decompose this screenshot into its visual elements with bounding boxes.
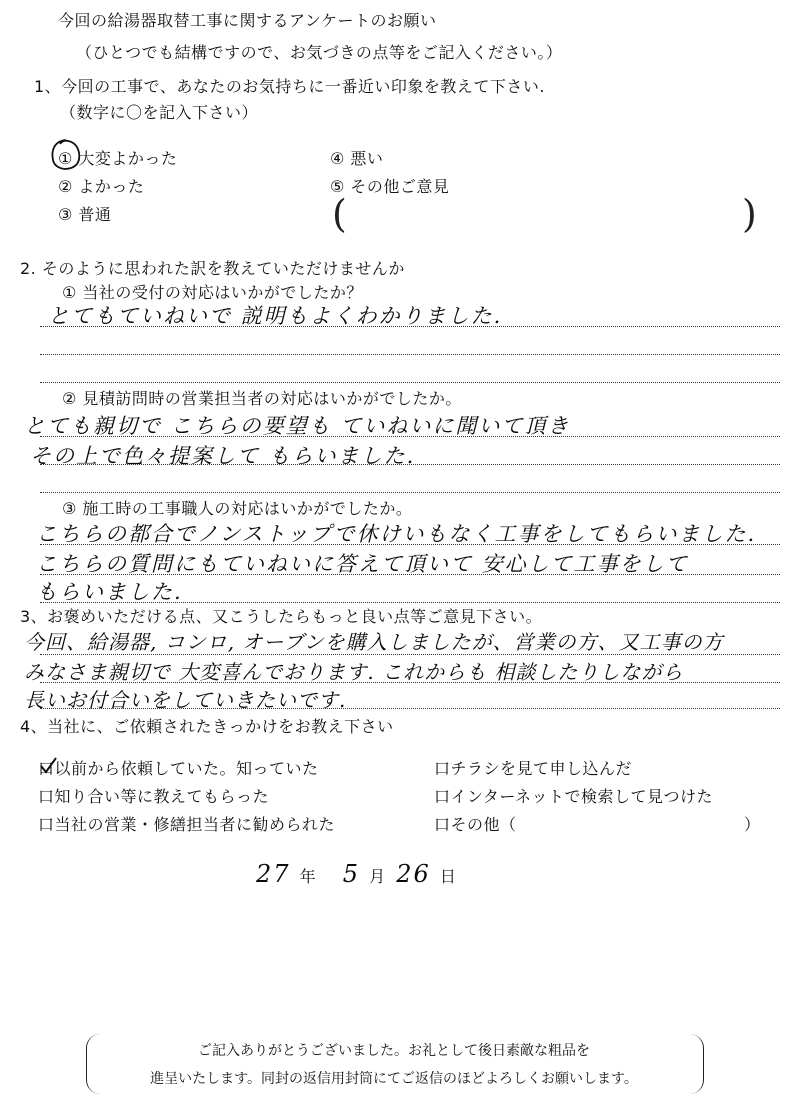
q2-sub1-label: ① 当社の受付の対応はいかがでしたか？ xyxy=(62,283,363,302)
date-year-unit: 年 xyxy=(299,867,316,886)
q2-sub3-answer-line: こちらの質問にもていねいに答えて頂いて 安心して工事をして xyxy=(36,552,689,576)
q2-sub3-label: ③ 施工時の工事職人の対応はいかがでしたか。 xyxy=(62,499,413,518)
q1-other-bracket-open: ( xyxy=(332,192,347,236)
q2-sub2-label: ② 見積訪問時の営業担当者の対応はいかがでしたか。 xyxy=(62,389,462,408)
q2-sub2-answer-line: その上で色々提案して もらいました. xyxy=(30,444,416,468)
q4-choice-6[interactable]: 口その他（ xyxy=(434,815,517,834)
q2-sub3-answer-line: もらいました. xyxy=(36,580,183,604)
q4-choice-4[interactable]: 口チラシを見て申し込んだ xyxy=(434,759,633,778)
q3-question: 3、お褒めいただける点、又こうしたらもっと良い点等ご意見下さい。 xyxy=(20,607,543,626)
q2-question: 2. そのように思われた訳を教えていただけませんか xyxy=(20,259,405,278)
answer-line xyxy=(40,354,780,355)
q1-option-5[interactable]: ⑤ その他ご意見 xyxy=(330,177,450,196)
answer-line xyxy=(40,574,780,575)
q3-answer-line: みなさま親切で 大変喜んでおります. これからも 相談したりしながら xyxy=(24,660,684,684)
q4-choice-5[interactable]: 口インターネットで検索して見つけた xyxy=(434,787,714,806)
q4-choice-2[interactable]: 口知り合い等に教えてもらった xyxy=(38,787,270,806)
survey-title: 今回の給湯器取替工事に関するアンケートのお願い xyxy=(58,11,437,30)
footer-line-1: ご記入ありがとうございました。お礼として後日素敵な粗品を xyxy=(198,1043,590,1059)
answer-line xyxy=(40,602,780,603)
survey-subtitle: （ひとつでも結構ですので、お気づきの点等をご記入ください。） xyxy=(76,43,563,62)
q2-sub3-answer-line: こちらの都合でノンストップで休けいもなく工事をしてもらいました. xyxy=(36,522,757,546)
date-day-unit: 日 xyxy=(439,867,456,886)
q1-instruction: （数字に〇を記入下さい） xyxy=(60,103,259,122)
date-month-unit: 月 xyxy=(369,867,386,886)
q4-choice-6-close-bracket: ） xyxy=(744,815,761,834)
q3-answer-line: 今回、給湯器, コンロ, オーブンを購入しましたが、営業の方、又工事の方 xyxy=(24,630,724,654)
q1-other-bracket-close: ) xyxy=(742,192,757,236)
answer-line xyxy=(40,544,780,545)
date-month: 5 xyxy=(342,860,361,888)
answer-line xyxy=(40,654,780,655)
q2-sub1-answer-line: とてもていねいで 説明もよくわかりました. xyxy=(48,304,503,328)
checkbox-check-mark xyxy=(38,756,58,778)
answer-line xyxy=(40,708,780,709)
q2-sub2-answer-line: とても親切で こちらの要望も ていねいに聞いて頂き xyxy=(24,414,571,438)
answer-line xyxy=(40,682,780,683)
answer-line xyxy=(40,492,780,493)
q1-question: 1、今回の工事で、あなたのお気持ちに一番近い印象を教えて下さい. xyxy=(34,77,545,96)
q4-choice-1[interactable]: 口以前から依頼していた。知っていた xyxy=(38,759,319,778)
date-year: 27 xyxy=(256,860,291,888)
q1-option-3[interactable]: ③ 普通 xyxy=(58,205,112,224)
q1-option-2[interactable]: ② よかった xyxy=(58,177,145,196)
q4-choice-3[interactable]: 口当社の営業・修繕担当者に勧められた xyxy=(38,815,336,834)
date-day: 26 xyxy=(396,860,431,888)
footer-line-2: 進呈いたします。同封の返信用封筒にてご返信のほどよろしくお願いします。 xyxy=(150,1071,638,1087)
hand-drawn-circle-mark xyxy=(48,137,82,173)
q1-option-1[interactable]: ① 大変よかった xyxy=(58,149,178,168)
answer-line xyxy=(40,382,780,383)
q1-option-4[interactable]: ④ 悪い xyxy=(330,149,384,168)
answer-line xyxy=(40,436,780,437)
q4-question: 4、当社に、ご依頼されたきっかけをお教え下さい xyxy=(20,717,394,736)
date-row xyxy=(256,860,456,888)
answer-line xyxy=(40,326,780,327)
q3-answer-line: 長いお付合いをしていきたいです. xyxy=(24,688,347,712)
answer-line xyxy=(40,464,780,465)
